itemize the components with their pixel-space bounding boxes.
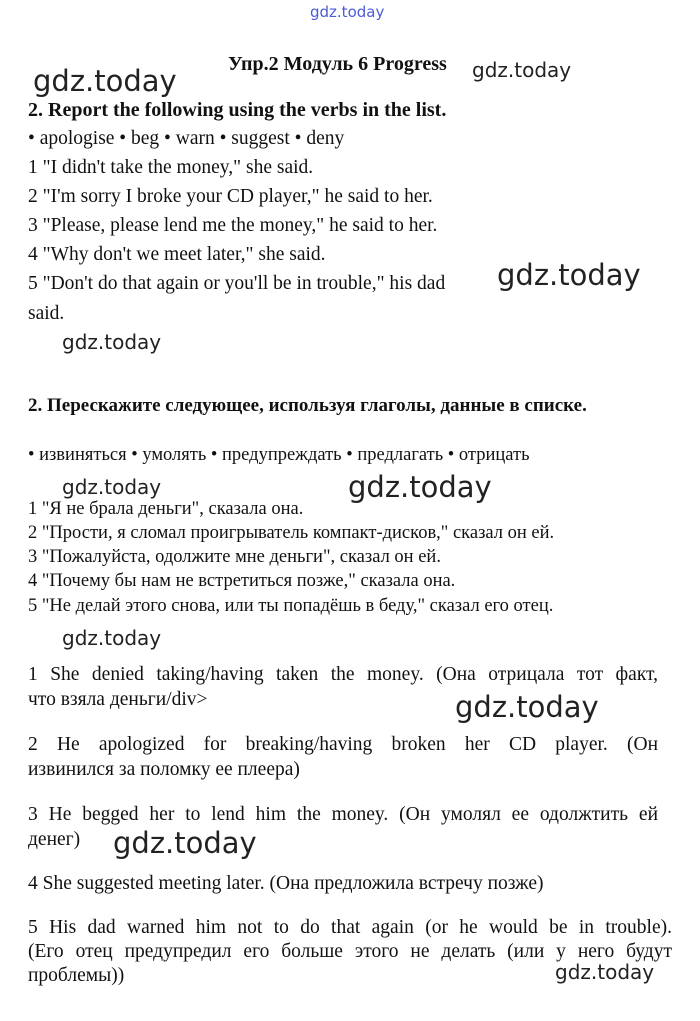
watermark: gdz.today [113,826,257,860]
english-item: 4 "Why don't we meet later," she said. [28,244,326,265]
english-verb-list: • apologise • beg • warn • suggest • deny [28,128,345,149]
russian-item: 1 "Я не брала деньги", сказала она. [28,499,304,519]
answer-line: извинился за поломку ее плеера) [28,759,300,780]
russian-item: 2 "Прости, я сломал проигрыватель компакт-дисков," сказал он ей. [28,523,555,543]
russian-heading: 2. Перескажите следующее, используя глаголы, данные в списке. [28,395,587,416]
watermark-top: gdz.today [310,3,385,21]
english-item: 3 "Please, please lend me the money," he said to her. [28,215,438,236]
english-item: 5 "Don't do that again or you'll be in trouble," his dad [28,273,446,294]
answer-line: проблемы)) [28,965,125,986]
russian-item: 3 "Пожалуйста, одолжите мне деньги", сказал он ей. [28,547,441,567]
answer-line: (Его отец предупредил его больше этого не делать (или у него будут [28,941,672,962]
answer-line: 4 She suggested meeting later. (Она предложила встречу позже) [28,873,544,894]
answer-line: что взяла деньги/div> [28,689,208,710]
watermark: gdz.today [497,258,641,292]
russian-item: 5 "Не делай этого снова, или ты попадёшь в беду," сказал его отец. [28,596,554,616]
watermark: gdz.today [33,64,177,98]
russian-verb-list: • извиняться • умолять • предупреждать • предлагать • отрицать [28,445,530,465]
watermark: gdz.today [62,330,162,354]
answer-line: 3 He begged her to lend him the money. (Он умолял ее одолжтить ей [28,804,658,825]
watermark: gdz.today [455,690,599,724]
english-item: 2 "I'm sorry I broke your CD player," he said to her. [28,186,433,207]
english-item-continued: said. [28,303,65,324]
russian-item: 4 "Почему бы нам не встретиться позже," сказала она. [28,571,456,591]
watermark: gdz.today [555,960,655,984]
page-title: Упр.2 Модуль 6 Progress [228,53,447,75]
watermark: gdz.today [62,626,162,650]
watermark: gdz.today [348,470,492,504]
watermark: gdz.today [472,58,572,82]
answer-line: 1 She denied taking/having taken the money. (Она отрицала тот факт, [28,664,658,685]
answer-line: денег) [28,829,81,850]
answer-line: 2 He apologized for breaking/having broken her CD player. (Он [28,734,658,755]
answer-line: 5 His dad warned him not to do that again (or he would be in trouble). [28,917,672,938]
watermark: gdz.today [62,475,162,499]
english-item: 1 "I didn't take the money," she said. [28,157,314,178]
english-heading: 2. Report the following using the verbs in the list. [28,99,447,121]
